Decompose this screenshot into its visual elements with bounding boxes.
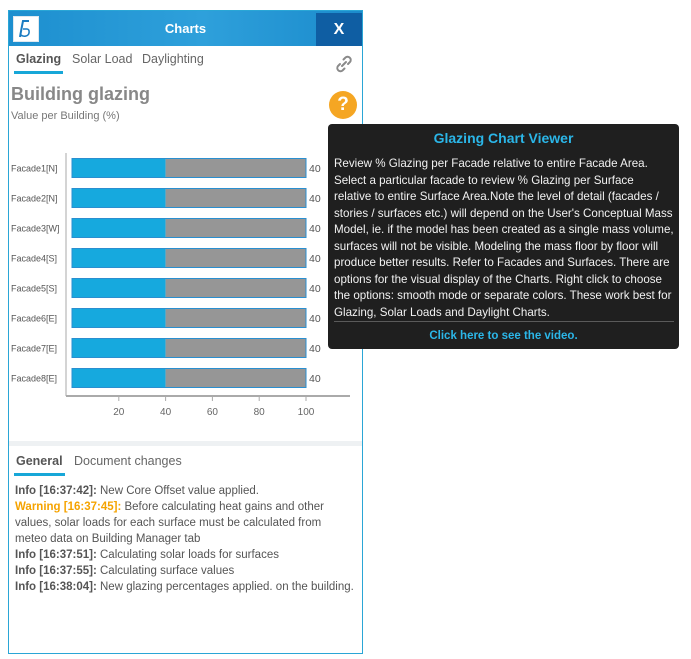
category-label: Facade7[E]	[11, 343, 58, 354]
data-label: 40	[309, 223, 321, 235]
category-label: Facade2[N]	[11, 193, 58, 204]
log-message: Calculating solar loads for surfaces	[96, 549, 279, 561]
chart-subtitle: Value per Building (%)	[11, 110, 120, 122]
tab-glazing[interactable]: Glazing	[16, 52, 62, 66]
title-bar	[9, 11, 362, 46]
glazing-help-tooltip	[328, 124, 679, 349]
tooltip-title: Glazing Chart Viewer	[433, 130, 574, 146]
data-label: 40	[309, 373, 321, 385]
bar-segment[interactable]	[166, 159, 306, 178]
link-icon[interactable]	[333, 53, 355, 75]
bar-segment[interactable]	[166, 339, 306, 358]
bar-segment[interactable]	[166, 189, 306, 208]
video-link[interactable]: Click here to see the video.	[429, 330, 578, 342]
log-message: Before calculating heat gains and other values, solar loads for each surface must be calculated from meteo data on Building Manager tab	[15, 501, 324, 545]
bar-segment[interactable]	[72, 279, 166, 298]
log-level: Info [16:38:04]:	[15, 581, 97, 593]
log-level: Info [16:37:42]:	[15, 485, 97, 497]
bar-segment[interactable]	[72, 309, 166, 328]
category-label: Facade5[S]	[11, 283, 58, 294]
bar-segment[interactable]	[166, 309, 306, 328]
bar-segment[interactable]	[166, 279, 306, 298]
x-tick-label: 40	[160, 407, 172, 418]
log-level: Warning [16:37:45]:	[15, 501, 122, 513]
glazing-bar-chart[interactable]	[9, 139, 362, 439]
tooltip-body: Review % Glazing per Facade relative to entire Facade Area. Select a particular facade to review % Glazing per Surface relative to entire Surface Area.Note the level of detail (facades / stories / surfaces etc.) will depend on the User's Conceptual Mass Model, ie. if the model has been created as a single mass volume, surfaces will not be visible. Modeling the mass floor by floor will produce better results. Refer to Facades and Surfaces. There are options for the visual display of the Charts. Right click to choose the options: smooth mode or separate colors. These work best for Glazing, Solar Loads and Daylight Charts.	[334, 157, 674, 319]
data-label: 40	[309, 163, 321, 175]
tab-daylighting[interactable]: Daylighting	[142, 52, 204, 66]
category-label: Facade6[E]	[11, 313, 58, 324]
log-entry	[15, 579, 355, 595]
bar-segment[interactable]	[166, 369, 306, 388]
bar-segment[interactable]	[72, 369, 166, 388]
x-tick-label: 100	[297, 407, 315, 418]
tooltip-divider	[334, 321, 674, 322]
data-label: 40	[309, 193, 321, 205]
log-level: Info [16:37:55]:	[15, 565, 97, 577]
log-message: Calculating surface values	[96, 565, 235, 577]
charts-panel	[8, 10, 363, 654]
log-entry	[15, 483, 355, 499]
log-entry	[15, 547, 355, 563]
tab-solar-load[interactable]: Solar Load	[72, 52, 133, 66]
bar-segment[interactable]	[166, 219, 306, 238]
tab-document-changes[interactable]: Document changes	[74, 454, 182, 468]
data-label: 40	[309, 313, 321, 325]
log-level: Info [16:37:51]:	[15, 549, 97, 561]
bar-segment[interactable]	[72, 219, 166, 238]
data-label: 40	[309, 283, 321, 295]
message-log	[15, 483, 355, 595]
x-tick-label: 60	[206, 407, 218, 418]
category-label: Facade8[E]	[11, 373, 58, 384]
log-message: New Core Offset value applied.	[96, 485, 259, 497]
category-label: Facade3[W]	[11, 223, 60, 234]
bar-segment[interactable]	[72, 159, 166, 178]
category-label: Facade4[S]	[11, 253, 58, 264]
window-title: Charts	[164, 21, 207, 36]
bar-segment[interactable]	[72, 339, 166, 358]
help-icon[interactable]: ?	[329, 91, 357, 119]
category-label: Facade1[N]	[11, 163, 58, 174]
log-entry	[15, 563, 355, 579]
bar-segment[interactable]	[72, 249, 166, 268]
data-label: 40	[309, 343, 321, 355]
bar-segment[interactable]	[72, 189, 166, 208]
chart-title: Building glazing	[11, 84, 150, 104]
x-tick-label: 20	[113, 407, 125, 418]
log-entry	[15, 499, 355, 547]
bar-segment[interactable]	[166, 249, 306, 268]
tab-general[interactable]: General	[16, 454, 63, 468]
close-button[interactable]: X	[316, 13, 362, 46]
section-divider	[9, 441, 362, 446]
data-label: 40	[309, 253, 321, 265]
log-message: New glazing percentages applied. on the building.	[96, 581, 354, 593]
x-tick-label: 80	[253, 407, 265, 418]
